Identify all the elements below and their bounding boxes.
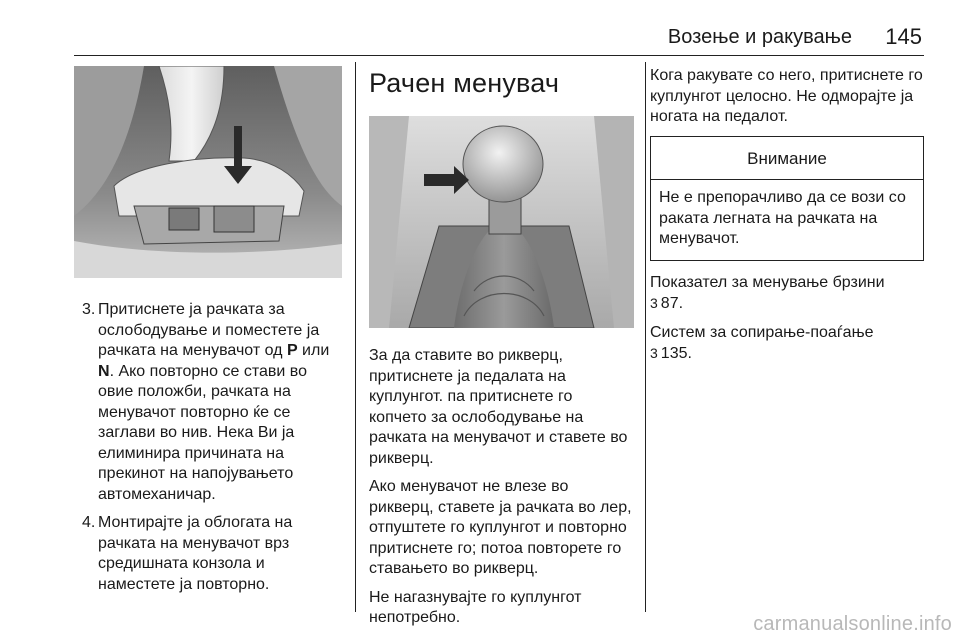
section-heading: Рачен менувач: [369, 68, 560, 98]
cross-reference-shift-indicator: Показател за менување брзини 3 87.: [650, 273, 885, 312]
right-column: [650, 66, 924, 373]
page-ref-arrow-icon: 3: [650, 345, 658, 361]
page-header: [0, 0, 960, 56]
left-column: [74, 66, 342, 603]
warning-text: Не е препорачливо да се вози со раката легната на рачката на менувачот.: [659, 189, 906, 247]
warning-box: [650, 136, 924, 261]
gear-lever-cover-illustration: [74, 66, 342, 278]
step-4: 4. Монтирајте ја облогата на рачката на менувачот врз средишната конзола и наместете ја повторно.: [82, 514, 293, 593]
page-ref-arrow-icon: 3: [650, 295, 658, 311]
page-ref[interactable]: 87.: [660, 295, 684, 312]
manual-gear-knob-illustration: [369, 116, 634, 328]
warning-title: Внимание: [651, 137, 923, 181]
cross-reference-stop-start: Систем за сопирање-поаѓање 3 135.: [650, 323, 874, 362]
paragraph-clutch-fully: Кога ракувате со него, притиснете го куплунгот целосно. Не одморајте ја ногата на педалот.: [650, 67, 923, 125]
paragraph-clutch: Не нагазнувајте го куплунгот непотребно.: [369, 588, 582, 626]
header-rule: [74, 55, 924, 56]
step-3: 3. Притиснете ја рачката за ослободување и поместете ја рачката на менувачот од P или N. Ако повторно се стави во овие положби, рачката на менувачот повторно ќе се заглави во нив. Нека Ви ја елиминира причината на прекинот на напојувањето автомеханичар.: [82, 301, 330, 503]
middle-column: [369, 66, 634, 637]
column-divider-right: [645, 62, 646, 612]
page-ref[interactable]: 135.: [660, 345, 692, 362]
watermark: carmanualsonline.info: [753, 613, 952, 635]
paragraph-reverse-retry: Ако менувачот не влезе во рикверц, ставете ја рачката во лер, отпуштете го куплунгот и повторно притиснете го; потоа повторете го ставањето во рикверц.: [369, 478, 632, 577]
column-divider-left: [355, 62, 356, 612]
page-number: 145: [885, 24, 922, 49]
section-title-header: Возење и ракување: [667, 26, 852, 48]
paragraph-reverse: За да ставите во рикверц, притиснете ја педалата на куплунгот. па притиснете го копчето за ослободување на рачката на менувачот и ставете во рикверц.: [369, 347, 628, 467]
instruction-steps: [74, 300, 342, 595]
